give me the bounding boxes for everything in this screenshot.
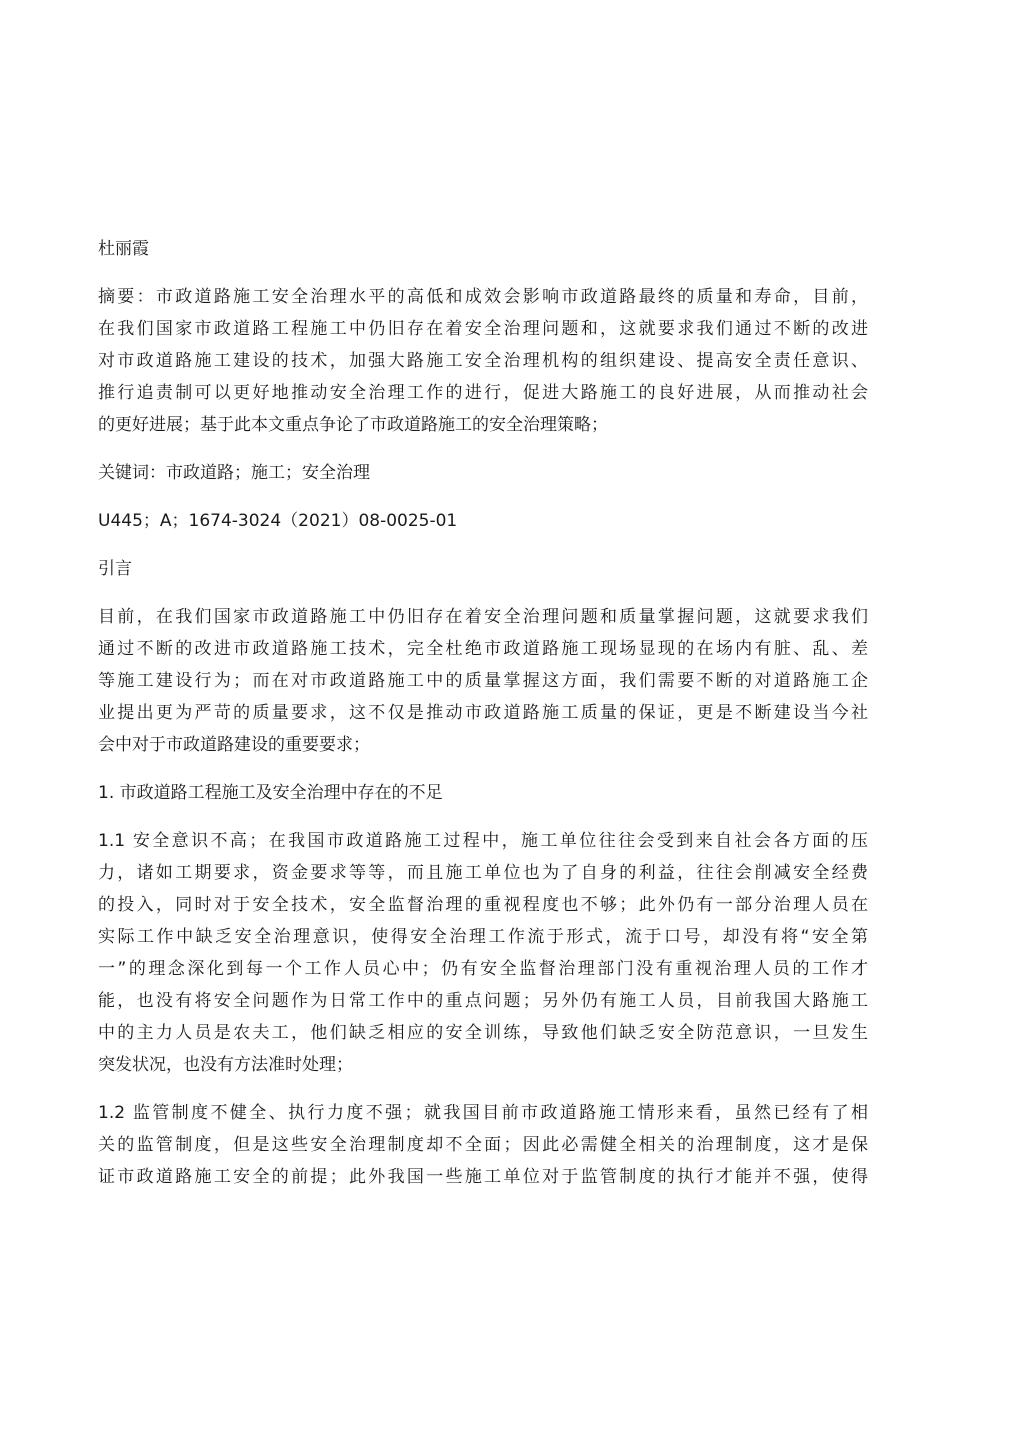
- keywords: 关键词：市政道路；施工；安全治理: [98, 463, 370, 483]
- section-1-heading: 1. 市政道路工程施工及安全治理中存在的不足: [98, 783, 443, 803]
- intro-paragraph: [98, 601, 868, 761]
- abstract-line: 的更好进展；基于此本文重点争论了市政道路施工的安全治理策略；: [98, 415, 608, 435]
- section-1-1-line: 中的主力人员是农夫工，他们缺乏相应的安全训练，导致他们缺乏安全防范意识，一旦发生: [98, 1023, 868, 1043]
- abstract-line: 在我们国家市政道路工程施工中仍旧存在着安全治理问题和，这就要求我们通过不断的改进: [98, 319, 868, 339]
- intro-line: 会中对于市政道路建设的重要要求；: [98, 735, 370, 755]
- intro-line: 业提出更为严苛的质量要求，这不仅是推动市政道路施工质量的保证，更是不断建设当今社: [98, 703, 868, 723]
- intro-line: 等施工建设行为；而在对市政道路施工中的质量掌握这方面，我们需要不断的对道路施工企: [98, 671, 868, 691]
- intro-line: 通过不断的改进市政道路施工技术，完全杜绝市政道路施工现场显现的在场内有脏、乱、差: [98, 639, 868, 659]
- abstract-line: 摘要：市政道路施工安全治理水平的高低和成效会影响市政道路最终的质量和寿命，目前，: [98, 287, 868, 307]
- intro-heading: 引言: [98, 559, 132, 579]
- classification-code: U445；A；1674-3024（2021）08-0025-01: [98, 511, 458, 531]
- abstract-paragraph: [98, 281, 868, 441]
- author-name: 杜丽霞: [98, 239, 149, 259]
- section-1-1-line: 能，也没有将安全问题作为日常工作中的重点问题；另外仍有施工人员，目前我国大路施工: [98, 991, 868, 1011]
- section-1-2-line: 关的监管制度，但是这些安全治理制度却不全面；因此必需健全相关的治理制度，这才是保: [98, 1135, 868, 1155]
- abstract-line: 对市政道路施工建设的技术，加强大路施工安全治理机构的组织建设、提高安全责任意识、: [98, 351, 868, 371]
- section-1-2-line: 1.2 监管制度不健全、执行力度不强；就我国目前市政道路施工情形来看，虽然已经有了相: [98, 1103, 868, 1123]
- document-body: [98, 233, 868, 1193]
- section-1-1-line: 力，诸如工期要求，资金要求等等，而且施工单位也为了自身的利益，往往会削减安全经费: [98, 863, 868, 883]
- abstract-line: 推行追责制可以更好地推动安全治理工作的进行，促进大路施工的良好进展，从而推动社会: [98, 383, 868, 403]
- section-1-2-line: 证市政道路施工安全的前提；此外我国一些施工单位对于监管制度的执行才能并不强，使得: [98, 1167, 868, 1187]
- section-1-1-line: 1.1 安全意识不高；在我国市政道路施工过程中，施工单位往往会受到来自社会各方面的压: [98, 831, 868, 851]
- intro-line: 目前，在我们国家市政道路施工中仍旧存在着安全治理问题和质量掌握问题，这就要求我们: [98, 607, 868, 627]
- section-1-2-paragraph: [98, 1097, 868, 1193]
- section-1-1-line: 突发状况，也没有方法准时处理；: [98, 1055, 353, 1075]
- section-1-1-paragraph: [98, 825, 868, 1081]
- section-1-1-line: 实际工作中缺乏安全治理意识，使得安全治理工作流于形式，流于口号，却没有将“安全第: [98, 927, 868, 947]
- section-1-1-line: 一”的理念深化到每一个工作人员心中；仍有安全监督治理部门没有重视治理人员的工作才: [98, 959, 868, 979]
- section-1-1-line: 的投入，同时对于安全技术，安全监督治理的重视程度也不够；此外仍有一部分治理人员在: [98, 895, 868, 915]
